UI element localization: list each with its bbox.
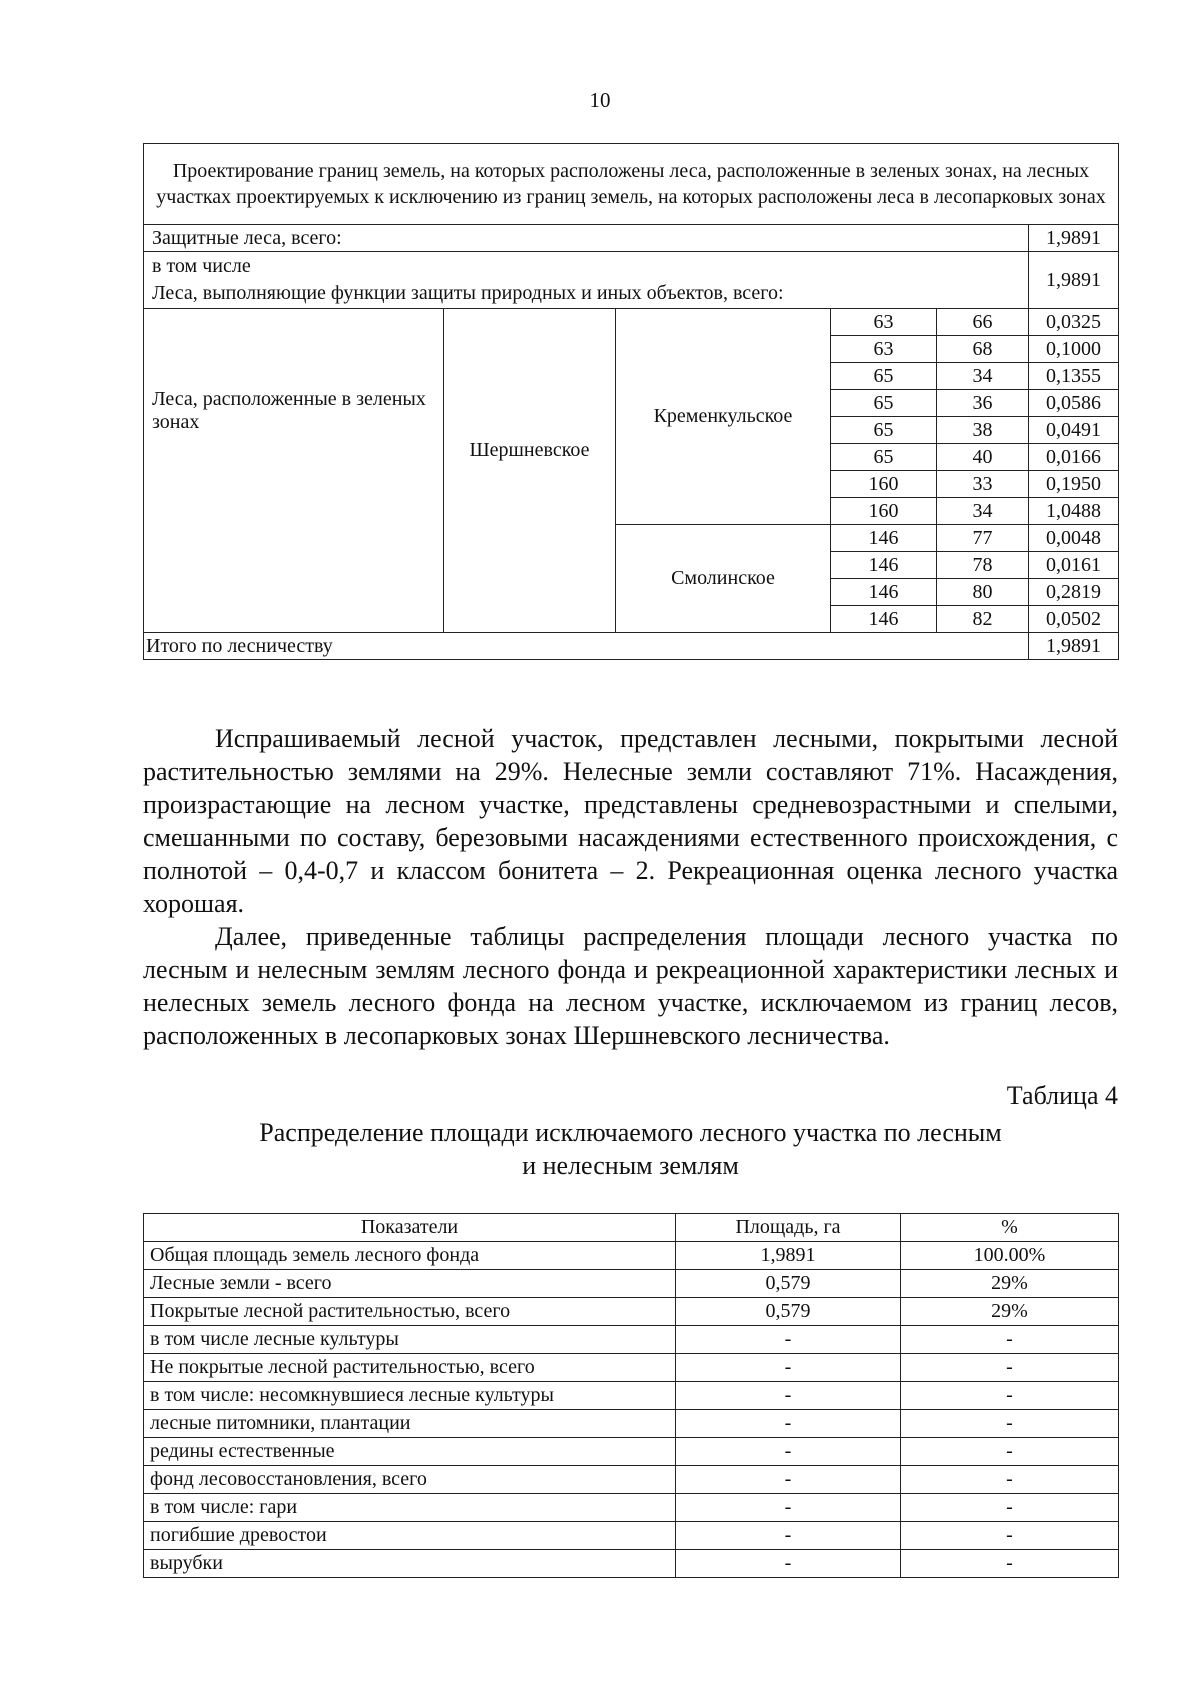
plot-number: 36 [937,390,1029,417]
percent-cell: - [901,1522,1119,1550]
indicator-cell: лесные питомники, плантации [144,1410,676,1438]
area-cell: 1,9891 [676,1242,901,1270]
plot-number: 80 [937,579,1029,606]
percent-cell: - [901,1494,1119,1522]
quarter-number: 63 [831,336,937,363]
land-distribution-table [143,1213,1119,1578]
district-name: Кременкульское [616,309,831,525]
table-4-caption-line1: Распределение площади исключаемого лесного участка по лесным [259,1118,1002,1147]
quarter-number: 146 [831,525,937,552]
indicator-cell: вырубки [144,1550,676,1578]
table-row [144,1242,1119,1270]
percent-cell: - [901,1438,1119,1466]
area-cell: - [676,1410,901,1438]
quarter-number: 160 [831,498,937,525]
table1-header: Проектирование границ земель, на которых расположены леса, расположенные в зеленых зонах, на лесных участках проектируемых к исключению из границ земель, на которых расположены леса в лесопарковых зонах [144,144,1119,225]
area-cell: - [676,1326,901,1354]
body-text [143,722,1118,1052]
percent-cell: - [901,1410,1119,1438]
quarter-number: 63 [831,309,937,336]
forestry-name: Шершневское [444,309,616,633]
plot-number: 82 [937,606,1029,633]
area-cell: 0,579 [676,1270,901,1298]
table-row [144,1550,1119,1578]
total-row [144,633,1119,660]
table-4-caption-line2: и нелесным землям [522,1151,739,1180]
percent-cell: 100.00% [901,1242,1119,1270]
plot-number: 68 [937,336,1029,363]
table-row [144,1494,1119,1522]
quarter-number: 65 [831,363,937,390]
plot-area: 0,0166 [1029,444,1119,471]
indicator-cell: Общая площадь земель лесного фонда [144,1242,676,1270]
quarter-number: 146 [831,606,937,633]
area-cell: - [676,1466,901,1494]
indicator-cell: в том числе: гари [144,1494,676,1522]
percent-cell: - [901,1354,1119,1382]
table-4-caption [143,1116,1118,1182]
paragraph-1: Испрашиваемый лесной участок, представлен лесными, покрытыми лесной растительностью землями на 29%. Нелесные земли составляют 71%. Насаждения, произрастающие на лесном участке, представлены средневозрастными и спелыми, смешанными по составу, березовыми насаждениями естественного происхождения, с полнотой – 0,4-0,7 и классом бонитета – 2. Рекреационная оценка лесного участка хорошая. [143,724,1118,918]
forest-boundaries-table [143,143,1119,660]
area-cell: - [676,1354,901,1382]
total-label: Итого по лесничеству [144,633,1029,660]
quarter-number: 160 [831,471,937,498]
percent-cell: - [901,1550,1119,1578]
page-number: 10 [589,88,611,112]
including-value: 1,9891 [1029,252,1119,309]
plot-number: 77 [937,525,1029,552]
percent-cell: 29% [901,1298,1119,1326]
plot-area: 0,0161 [1029,552,1119,579]
plot-area: 0,0586 [1029,390,1119,417]
including-line2: Леса, выполняющие функции защиты природных и иных объектов, всего: [152,282,784,304]
table-row [144,309,1119,336]
plot-area: 0,1000 [1029,336,1119,363]
quarter-number: 146 [831,579,937,606]
table-row [144,1438,1119,1466]
table-row [144,1354,1119,1382]
table-row [144,1270,1119,1298]
col-header-indicator: Показатели [144,1214,676,1242]
plot-area: 1,0488 [1029,498,1119,525]
area-cell: 0,579 [676,1298,901,1326]
indicator-cell: Лесные земли - всего [144,1270,676,1298]
indicator-cell: Не покрытые лесной растительностью, всего [144,1354,676,1382]
plot-area: 0,0502 [1029,606,1119,633]
table-4-label: Таблица 4 [1006,1081,1118,1110]
indicator-cell: фонд лесовосстановления, всего [144,1466,676,1494]
area-cell: - [676,1522,901,1550]
quarter-number: 146 [831,552,937,579]
plot-number: 33 [937,471,1029,498]
plot-area: 0,0491 [1029,417,1119,444]
indicator-cell: в том числе лесные культуры [144,1326,676,1354]
table-row [144,1326,1119,1354]
table-row [144,1382,1119,1410]
col-header-percent: % [901,1214,1119,1242]
paragraph-2: Далее, приведенные таблицы распределения площади лесного участка по лесным и нелесным землям лесного фонда и рекреационной характеристики лесных и нелесных земель лесного фонда на лесном участке, исключаемом из границ лесов, расположенных в лесопарковых зонах Шершневского лесничества. [143,922,1118,1050]
table-row [144,1298,1119,1326]
percent-cell: - [901,1466,1119,1494]
col-header-area: Площадь, га [676,1214,901,1242]
table-row [144,1466,1119,1494]
plot-number: 78 [937,552,1029,579]
indicator-cell: в том числе: несомкнувшиеся лесные культуры [144,1382,676,1410]
quarter-number: 65 [831,390,937,417]
percent-cell: - [901,1326,1119,1354]
area-cell: - [676,1550,901,1578]
plot-area: 0,0325 [1029,309,1119,336]
protective-forests-value: 1,9891 [1029,225,1119,252]
plot-area: 0,0048 [1029,525,1119,552]
indicator-cell: погибшие древостои [144,1522,676,1550]
table-row [144,1522,1119,1550]
total-value: 1,9891 [1029,633,1119,660]
protective-forests-label: Защитные леса, всего: [144,225,1029,252]
including-cell [144,252,1029,309]
plot-number: 34 [937,363,1029,390]
zone-label: Леса, расположенные в зеленых зонах [144,309,444,633]
district-name: Смолинское [616,525,831,633]
indicator-cell: Покрытые лесной растительностью, всего [144,1298,676,1326]
table-row [144,1410,1119,1438]
area-cell: - [676,1382,901,1410]
area-cell: - [676,1438,901,1466]
plot-area: 0,1355 [1029,363,1119,390]
plot-number: 34 [937,498,1029,525]
plot-number: 40 [937,444,1029,471]
plot-number: 66 [937,309,1029,336]
indicator-cell: редины естественные [144,1438,676,1466]
percent-cell: 29% [901,1270,1119,1298]
percent-cell: - [901,1382,1119,1410]
plot-number: 38 [937,417,1029,444]
quarter-number: 65 [831,417,937,444]
quarter-number: 65 [831,444,937,471]
including-line1: в том числе [152,255,251,277]
plot-area: 0,2819 [1029,579,1119,606]
area-cell: - [676,1494,901,1522]
plot-area: 0,1950 [1029,471,1119,498]
